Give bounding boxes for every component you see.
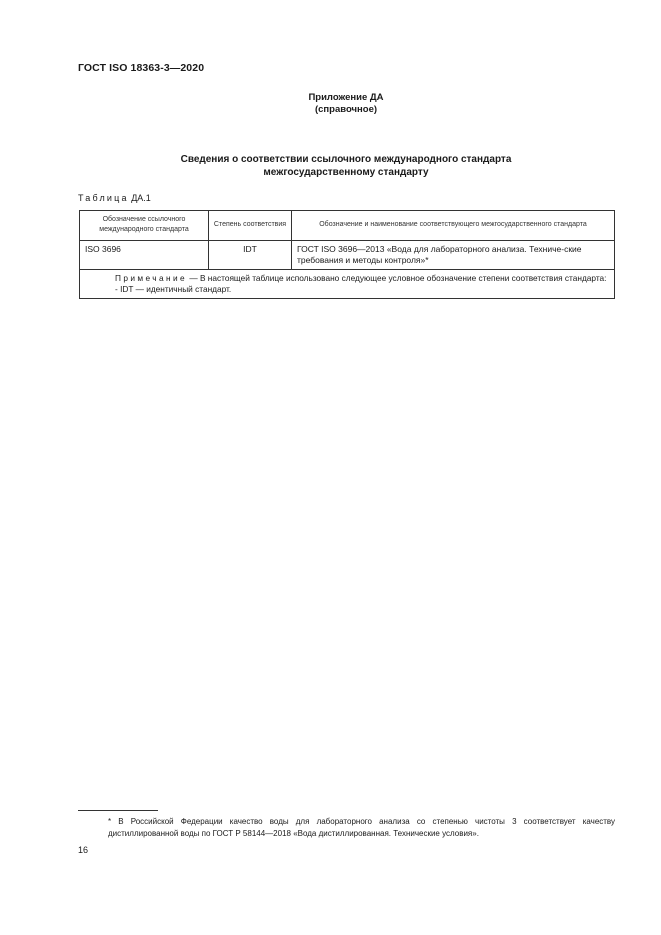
- document-header: ГОСТ ISO 18363-3—2020: [78, 62, 205, 74]
- section-title-line-1: Сведения о соответствии ссылочного международного стандарта: [180, 154, 512, 165]
- table-caption-word: Таблица: [78, 193, 129, 203]
- table-caption: [78, 193, 151, 203]
- table-note-row: [80, 270, 615, 299]
- correspondence-table: [79, 210, 615, 299]
- annex-heading: [78, 92, 614, 116]
- note-text: [85, 273, 609, 284]
- table-header-row: [80, 211, 615, 241]
- section-title-line-2: межгосударственному стандарту: [263, 167, 429, 178]
- section-title: [78, 153, 614, 179]
- note-item: - IDT — идентичный стандарт.: [115, 284, 232, 294]
- note-body: — В настоящей таблице использовано следующее условное обозначение степени соответствия стандарта:: [187, 273, 607, 283]
- table-caption-number: ДА.1: [128, 193, 151, 203]
- cell-degree: IDT: [209, 241, 292, 270]
- note-label: Примечание: [115, 273, 188, 283]
- page-number: 16: [78, 845, 89, 855]
- annex-title: Приложение ДА: [308, 92, 384, 103]
- annex-subtitle: (справочное): [314, 104, 378, 115]
- header-reference-standard: Обозначение ссылочного международного стандарта: [80, 211, 209, 241]
- table-row: [80, 241, 615, 270]
- footnote: [78, 816, 615, 839]
- header-degree: Степень соответствия: [209, 211, 292, 241]
- footnote-divider: [78, 810, 158, 811]
- cell-interstate-standard: ГОСТ ISO 3696—2013 «Вода для лабораторного анализа. Техниче-ские требования и методы контроля»*: [292, 241, 615, 270]
- header-interstate-standard: Обозначение и наименование соответствующего межгосударственного стандарта: [292, 211, 615, 241]
- footnote-text: * В Российской Федерации качество воды для лабораторного анализа со степенью чистоты 3 соответствует качеству дистиллированной воды по ГОСТ Р 58144—2018 «Вода дистиллированная. Технические условия».: [108, 817, 615, 838]
- cell-reference-standard: ISO 3696: [80, 241, 209, 270]
- table-note: [80, 270, 615, 299]
